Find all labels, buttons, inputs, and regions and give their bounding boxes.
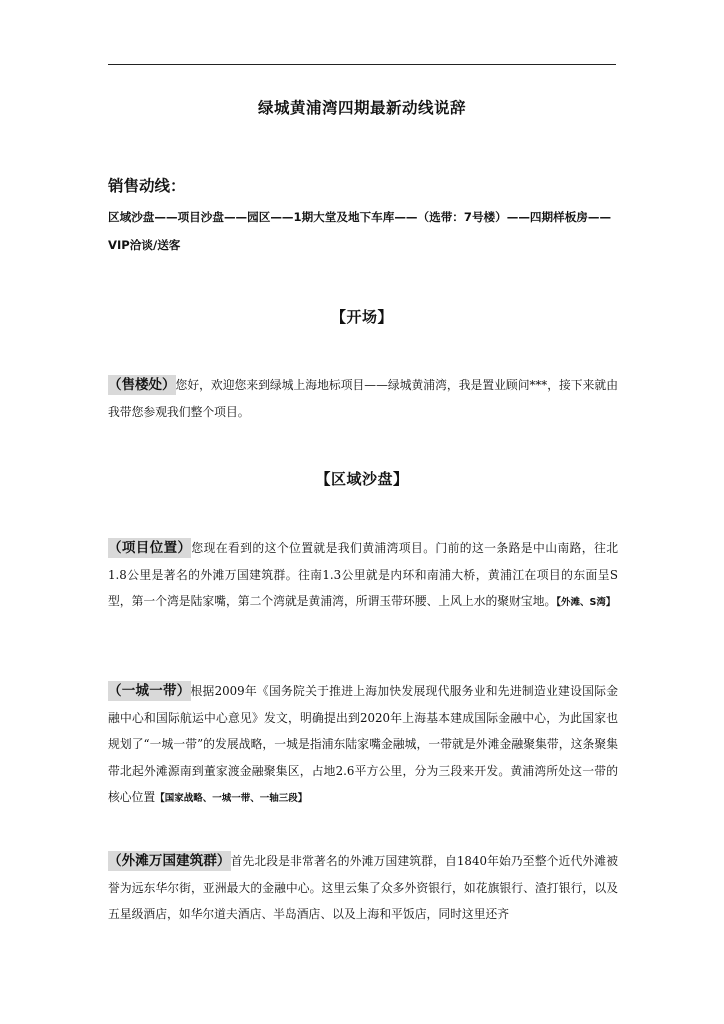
tag-one-city-one-belt: 【国家战略、一城一带、一轴三段】 xyxy=(155,793,308,804)
document-title: 绿城黄浦湾四期最新动线说辞 xyxy=(257,99,466,117)
paragraph-bund-buildings xyxy=(108,848,618,928)
text-project-location: 您现在看到的这个位置就是我们黄浦湾项目。门前的这一条路是中山南路，往北1.8公里是著名的外滩万国建筑群。往南1.3公里就是内环和南浦大桥，黄浦江在项目的东面呈S型，第一个湾是陆家嘴，第二个湾就是黄浦湾，所谓玉带环腰、上风上水的聚财宝地。 xyxy=(108,541,618,608)
header-rule xyxy=(108,64,616,65)
text-one-city-one-belt: 根据2009年《国务院关于推进上海加快发展现代服务业和先进制造业建设国际金融中心和国际航运中心意见》发文，明确提出到2020年上海基本建成国际金融中心，为此国家也规划了“一城一带”的发展战略，一城是指浦东陆家嘴金融城，一带就是外滩金融聚集带，这条聚集带北起外滩源南到董家渡金融聚集区，占地2.6平方公里，分为三段来开发。黄浦湾所处这一带的核心位置 xyxy=(108,684,619,804)
tag-project-location: 【外滩、S湾】 xyxy=(556,597,616,608)
section-heading-opening: 【开场】 xyxy=(330,308,393,326)
paragraph-sales-office xyxy=(108,372,618,425)
section-heading-area-model: 【区域沙盘】 xyxy=(315,470,409,488)
sales-route-heading: 销售动线： xyxy=(108,177,186,195)
text-bund-buildings: 首先北段是非常著名的外滩万国建筑群，自1840年始乃至整个近代外滩被誉为远东华尔街，亚洲最大的金融中心。这里云集了众多外资银行，如花旗银行、渣打银行，以及五星级酒店，如华尔道夫酒店、半岛酒店、以及上海和平饭店，同时这里还齐 xyxy=(108,854,619,921)
label-project-location: （项目位置） xyxy=(108,540,192,556)
label-sales-office: （售楼处） xyxy=(108,377,176,393)
sales-route-text: 区域沙盘——项目沙盘——园区——1期大堂及地下车库——（选带：7号楼）——四期样板房——VIP洽谈/送客 xyxy=(108,210,612,252)
label-bund-buildings: （外滩万国建筑群） xyxy=(108,853,231,869)
label-one-city-one-belt: （一城一带） xyxy=(108,683,191,699)
paragraph-project-location xyxy=(108,535,618,617)
text-sales-office: 您好，欢迎您来到绿城上海地标项目——绿城黄浦湾，我是置业顾问***，接下来就由我带您参观我们整个项目。 xyxy=(108,378,618,419)
paragraph-one-city-one-belt xyxy=(108,678,618,813)
